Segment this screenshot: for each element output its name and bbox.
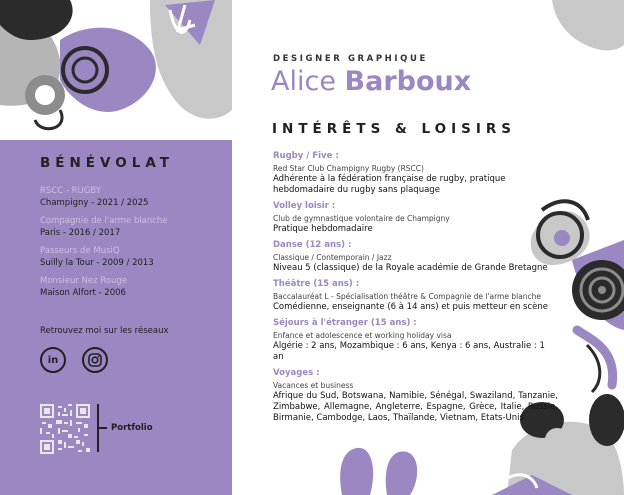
interest-title: Danse (12 ans) : <box>273 240 352 250</box>
volunteer-place-date: Suilly la Tour - 2009 / 2013 <box>40 258 154 268</box>
interest-title: Théâtre (15 ans) : <box>273 279 360 289</box>
volunteering-list <box>40 186 225 306</box>
volunteer-organization: Monsieur Nez Rouge <box>40 276 128 286</box>
interest-description: Pratique hebdomadaire <box>273 224 373 234</box>
list-item <box>273 317 558 363</box>
first-name: Alice <box>271 66 336 97</box>
interest-description: Comédienne, enseignante (6 à 14 ans) et puis metteur en scène <box>273 302 549 312</box>
list-item <box>40 246 225 269</box>
interest-subtitle: Baccalauréat L - Spécialisation théâtre & Compagnie de l'arme blanche <box>273 292 542 301</box>
social-networks-text: Retrouvez moi sur les réseaux <box>40 326 169 336</box>
interest-subtitle: Red Star Club Champigny Rugby (RSCC) <box>273 164 424 173</box>
volunteer-place-date: Champigny - 2021 / 2025 <box>40 198 149 208</box>
list-item <box>273 200 558 235</box>
linkedin-icon: in <box>47 354 59 366</box>
interest-title: Séjours à l'étranger (15 ans) : <box>273 318 417 328</box>
list-item <box>273 239 558 274</box>
interests-list <box>273 150 558 428</box>
list-item <box>273 278 558 313</box>
last-name: Barboux <box>344 66 472 97</box>
instagram-button[interactable] <box>82 347 108 373</box>
left-column <box>0 0 232 495</box>
linkedin-button[interactable] <box>40 347 66 373</box>
volunteer-place-date: Maison Alfort - 2006 <box>40 288 126 298</box>
interest-subtitle: Vacances et business <box>273 381 354 390</box>
interest-subtitle: Classique / Contemporain / Jazz <box>273 253 392 262</box>
interest-subtitle: Enfance et adolescence et working holiday visa <box>273 331 452 340</box>
interest-description: Algérie : 2 ans, Mozambique : 6 ans, Kenya : 6 ans, Australie : 1 an <box>273 341 545 362</box>
interest-description: Afrique du Sud, Botswana, Namibie, Sénégal, Swaziland, Tanzanie, Zimbabwe, Allemagne, Angleterre, Espagne, Grèce, Italie, Russie, Birmanie, Cambodge, Laos, Thaïlande, Vietnam, Etats-Unis <box>273 391 558 423</box>
list-item <box>273 150 558 196</box>
portfolio-qr-code[interactable] <box>40 404 90 454</box>
volunteer-organization: RSCC - RUGBY <box>40 186 101 196</box>
job-title: DESIGNER GRAPHIQUE <box>273 54 428 64</box>
decorative-top-art <box>0 0 232 150</box>
interest-title: Volley loisir : <box>273 201 336 211</box>
portfolio-link[interactable]: Portfolio <box>111 423 153 433</box>
volunteer-place-date: Paris - 2016 / 2017 <box>40 228 121 238</box>
volunteer-organization: Compagnie de l'arme blanche <box>40 216 168 226</box>
person-name <box>271 66 471 97</box>
interest-subtitle: Club de gymnastique volontaire de Champigny <box>273 214 450 223</box>
list-item <box>40 186 225 209</box>
interest-description: Adhérente à la fédération française de rugby, pratique hebdomadaire du rugby sans plaquage <box>273 174 506 195</box>
volunteering-title: BÉNÉVOLAT <box>40 155 174 171</box>
interest-title: Rugby / Five : <box>273 151 339 161</box>
list-item <box>40 216 225 239</box>
volunteer-organization: Passeurs de MusiQ <box>40 246 120 256</box>
abstract-shapes-art <box>0 0 232 150</box>
list-item <box>40 276 225 299</box>
interest-description: Niveau 5 (classique) de la Royale académie de Grande Bretagne <box>273 263 548 273</box>
interest-title: Voyages : <box>273 368 320 378</box>
interests-title: INTÉRÊTS & LOISIRS <box>272 121 516 137</box>
list-item <box>273 367 558 424</box>
instagram-icon <box>88 353 102 367</box>
divider-tick <box>99 427 107 429</box>
